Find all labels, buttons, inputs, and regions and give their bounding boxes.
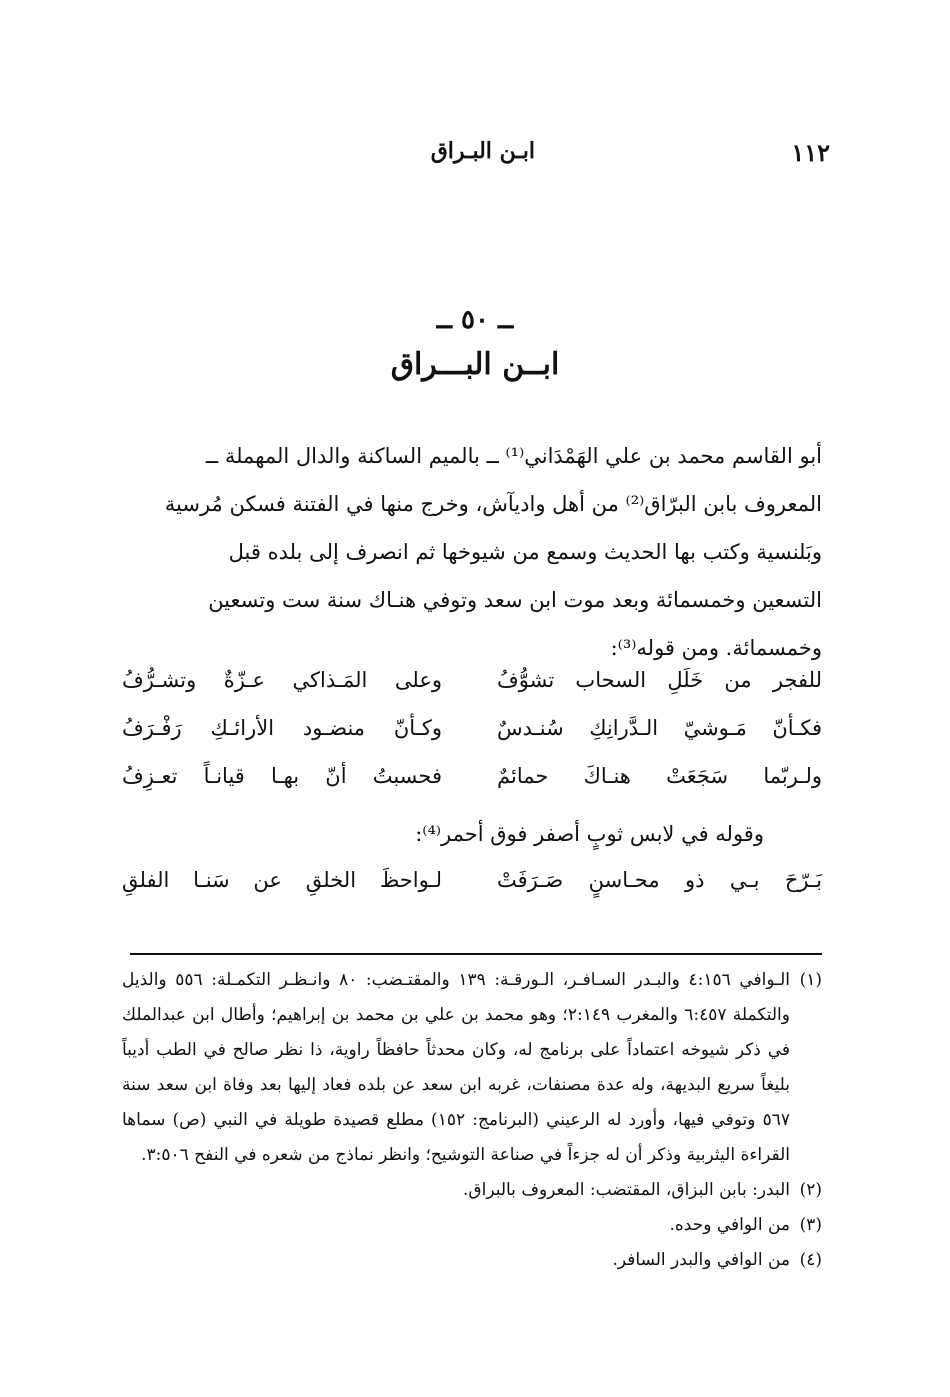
- entry-title: ابــن البـــراق: [390, 347, 560, 382]
- footnotes: [122, 963, 822, 1278]
- footnote: [122, 1173, 822, 1208]
- biography-paragraph: [122, 432, 822, 672]
- verse-second-hemistich: وعلى المَـذاكي عـزّةٌ وتشـرُّفُ: [122, 668, 442, 692]
- footnote-number: (١): [799, 970, 822, 990]
- body-line: التسعين وخمسمائة وبعد موت ابن سعد وتوفي هنـاك سنة ست وتسعين: [208, 588, 822, 612]
- body-line: وبَلنسية وكتب بها الحديث وسمع من شيوخها ثم انصرف إلى بلده قبل: [228, 540, 822, 564]
- footnote-number: (٢): [799, 1180, 822, 1200]
- verse-second-hemistich: لـواحظَ الخلقِ عن سَنـا الفلقِ: [122, 868, 442, 892]
- verse-first-hemistich: للفجر من خَلَلِ السحاب تشوُّفُ: [497, 668, 822, 692]
- poem-first: [122, 668, 822, 812]
- footnote: [122, 1208, 822, 1243]
- footnote-number: (٤): [799, 1250, 822, 1270]
- verse-first-hemistich: بَـرّحَ بـي ذو محـاسنٍ صَـرَفَتْ: [497, 868, 822, 892]
- verse-second-hemistich: وكـأنّ منضـود الأرائـكِ رَفْـرَفُ: [122, 716, 442, 740]
- running-head: [120, 138, 830, 178]
- footnote-text: البدر: بابن البزاق، المقتضب: المعروف بالبراق.: [463, 1180, 790, 1200]
- verse-first-hemistich: ولـربّما سَجَعَتْ هنـاكَ حمائمٌ: [497, 764, 822, 788]
- body-line: أبو القاسم محمد بن علي الهَمْدَاني⁽¹⁾ ــ بالميم الساكنة والدال المهملة ــ: [205, 444, 822, 468]
- verse: [122, 716, 822, 764]
- poem-second-intro: وقوله في لابس ثوبٍ أصفر فوق أحمر⁽⁴⁾:: [415, 822, 764, 846]
- running-title: ابـن البـراق: [430, 138, 535, 164]
- verse: [122, 668, 822, 716]
- verse: [122, 868, 822, 916]
- page-number: ١١٢: [791, 138, 830, 167]
- footnote: [122, 1243, 822, 1278]
- footnote-divider: [130, 953, 822, 955]
- verse-first-hemistich: فكـأنّ مَـوشيّ الـدَّرانِكِ سُنـدسٌ: [497, 716, 822, 740]
- entry-number: ــ ٥٠ ــ: [436, 305, 514, 335]
- body-line: وخمسمائة. ومن قوله⁽³⁾:: [610, 636, 822, 660]
- footnote-number: (٣): [799, 1215, 822, 1235]
- footnote-text: من الوافي وحده.: [669, 1215, 790, 1235]
- body-line: المعروف بابن البرّاق⁽²⁾ من أهل واديآش، وخرج منها في الفتنة فسكن مُرسية: [164, 492, 822, 516]
- footnote: [122, 963, 822, 1173]
- footnote-text: من الوافي والبدر السافر.: [612, 1250, 790, 1270]
- verse-second-hemistich: فحسبتُ أنّ بهـا قيانـاً تعـزِفُ: [122, 764, 442, 788]
- footnote-text: الـوافي ٤:١٥٦ والبـدر السـافـر، الـورقـة: ١٣٩ والمقتـضب: ٨٠ وانـظـر التكمـلة: ٥٥٦ والذيل والتكملة ٦:٤٥٧ والمغرب ٢:١٤٩؛ وهو محمد بن علي بن محمد بن إبراهيم؛ وأطال ابن عبدالملك في ذكر شيوخه اعتماداً على برنامج له، وكان محدثاً حافظاً راوية، ذا نظر صالح في الطب أديباً بليغاً سريع البديهة، وله عدة مصنفات، غربه ابن سعد عن بلده فعاد إليها بعد وفاة ابن سعد سنة ٥٦٧ وتوفي فيها، وأورد له الرعيني (البرنامج: ١٥٢) مطلع قصيدة طويلة في النبي (ص) سماها القراءة اليثربية وذكر أن له جزءاً في صناعة التوشيح؛ وانظر نماذج من شعره في النفح ٣:٥٠٦.: [122, 970, 791, 1165]
- verse: [122, 764, 822, 812]
- poem-second: [122, 868, 822, 916]
